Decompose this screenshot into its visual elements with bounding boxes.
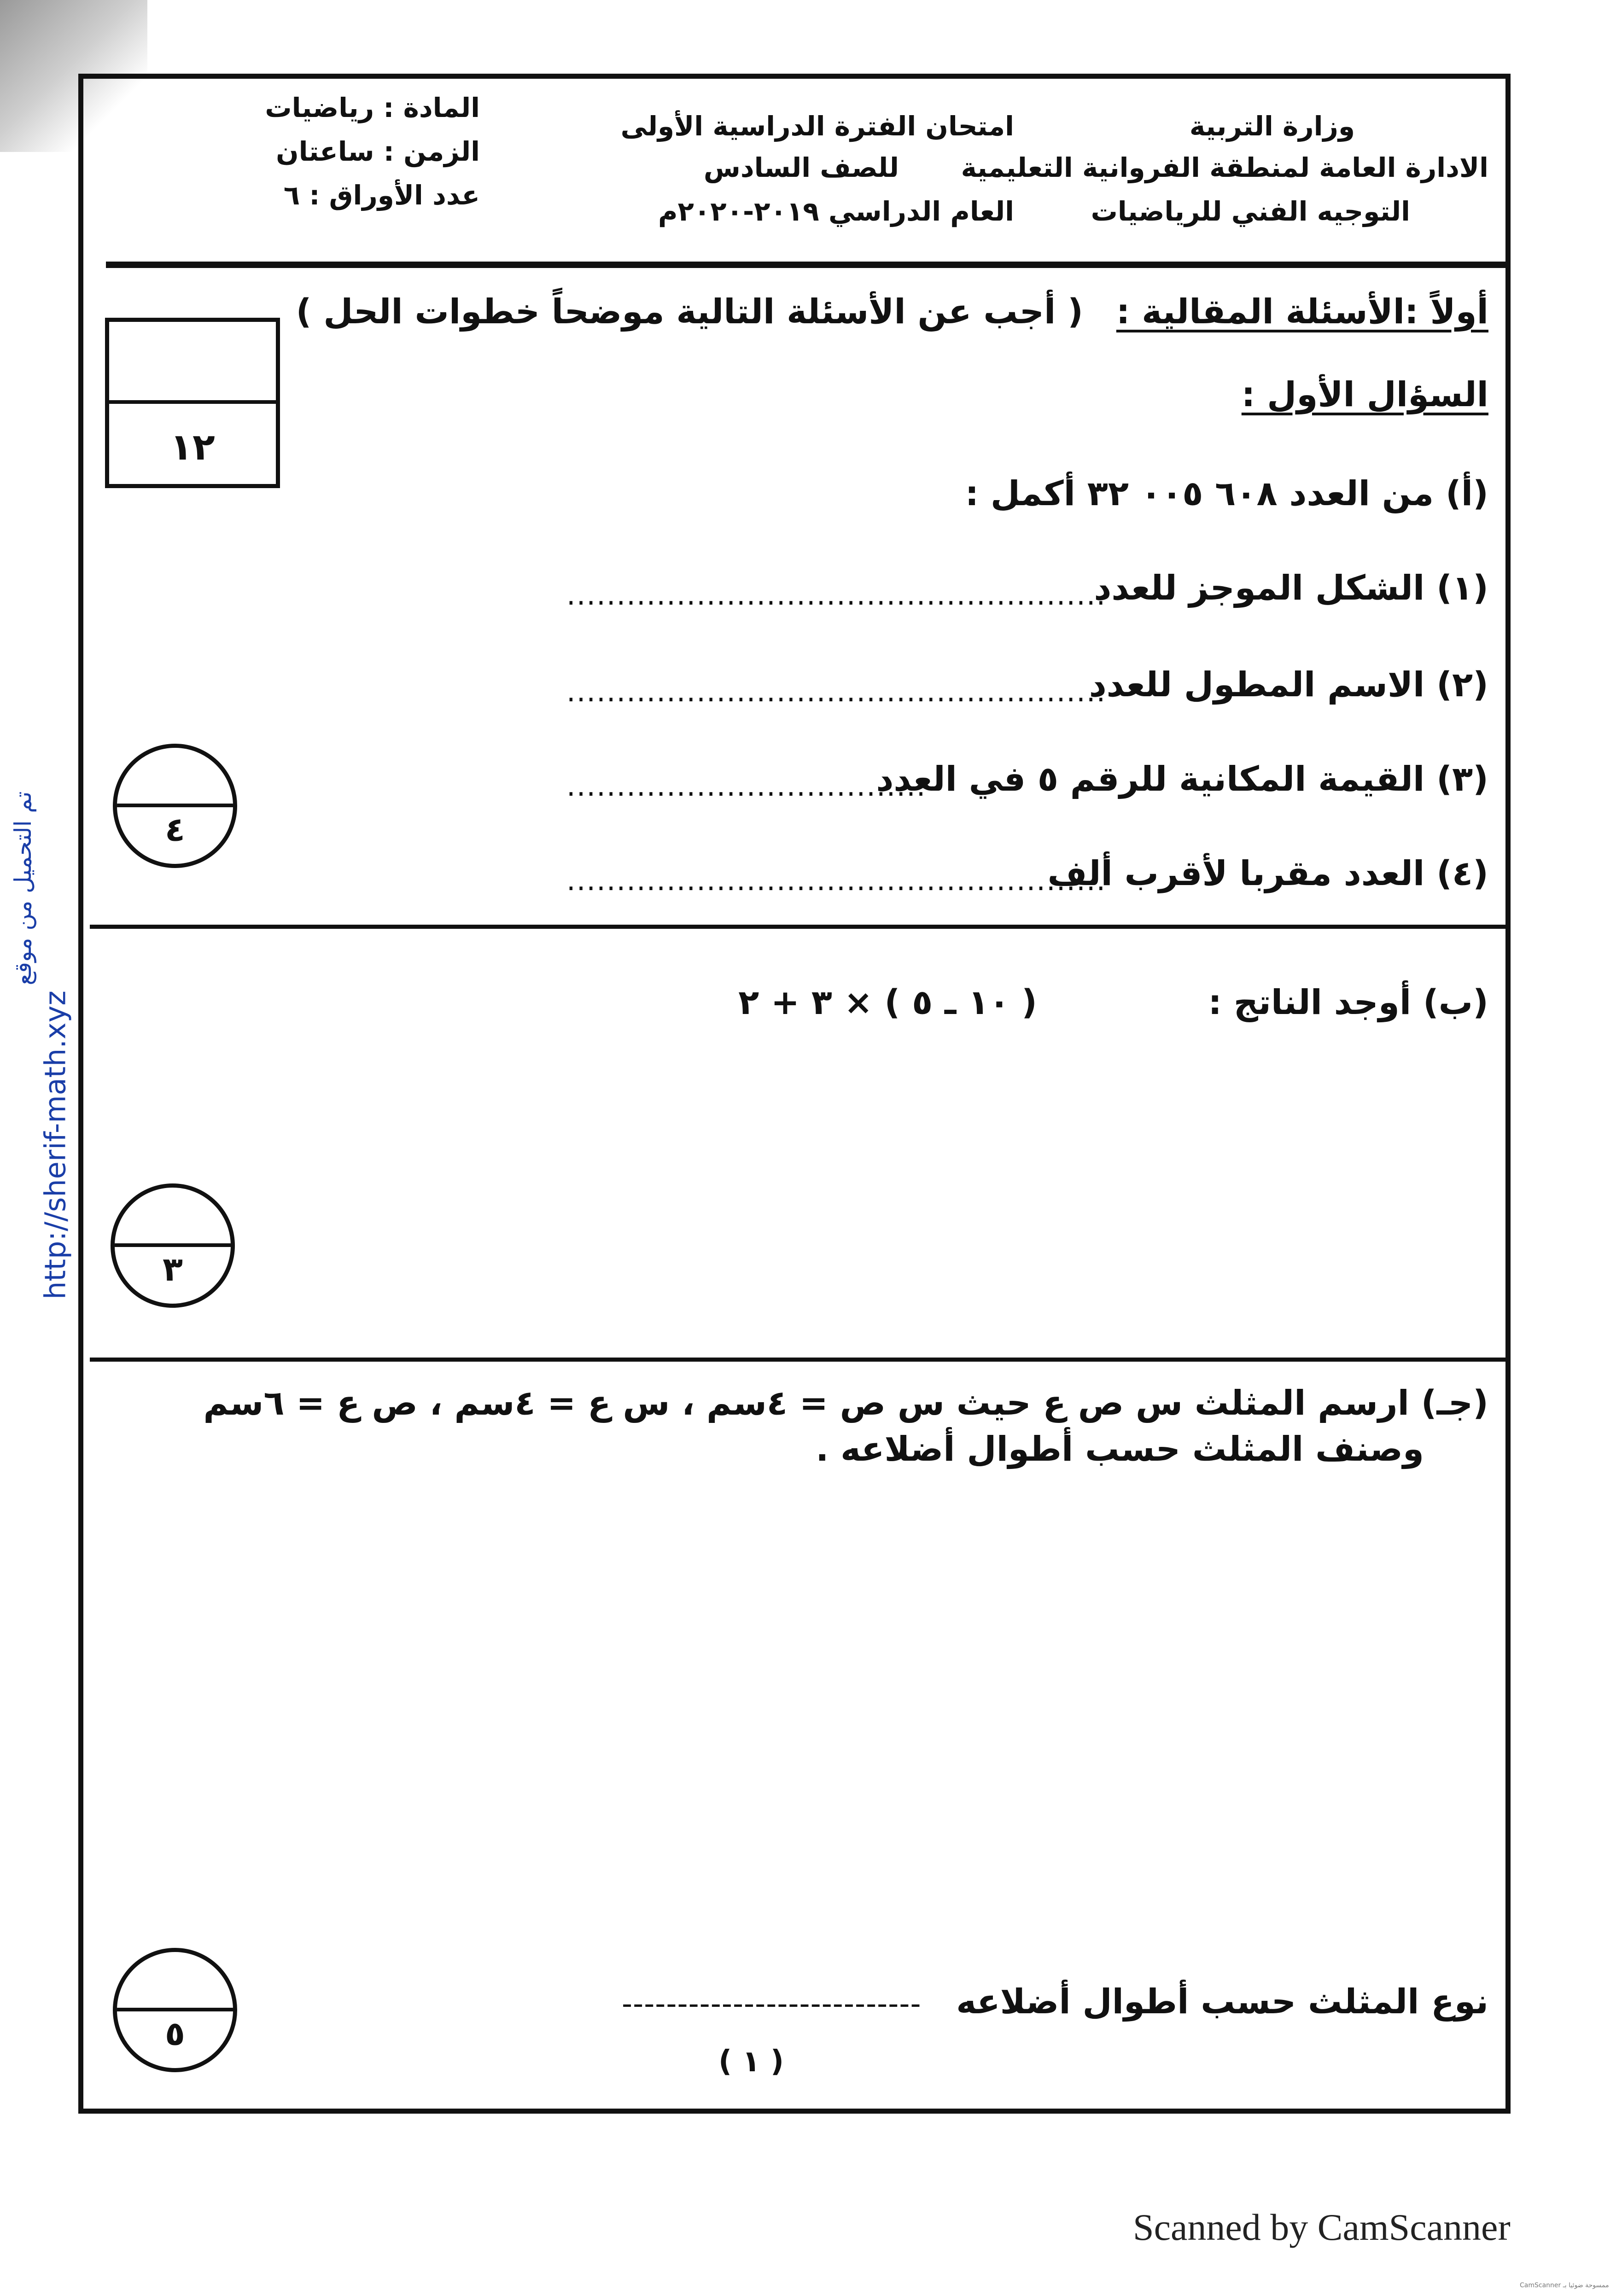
answer-line-2[interactable]: ...................................................... <box>566 675 1107 708</box>
answer-label: نوع المثلث حسب أطوال أضلاعه <box>956 1982 1488 2022</box>
time-label: الزمن : ساعتان <box>276 136 480 167</box>
pages-count: عدد الأوراق : ٦ <box>283 180 480 211</box>
section-instruction: ( أجب عن الأسئلة التالية موضحاً خطوات الحل ) <box>296 292 1083 332</box>
academic-year: العام الدراسي ٢٠١٩-٢٠٢٠م <box>658 196 1014 227</box>
answer-line-1[interactable]: ...................................................... <box>566 578 1107 612</box>
question-label: السؤال الأول : <box>1241 375 1488 414</box>
answer-line-4[interactable]: ...................................................... <box>566 863 1107 897</box>
part-a-item-1: (١) الشكل الموجز للعدد <box>1094 568 1488 608</box>
section-title: أولاً :الأسئلة المقالية : <box>1116 292 1488 332</box>
side-text-watermark: تم التحميل من موقع <box>10 791 36 985</box>
part-a-prompt: (أ) من العدد ٦٠٨ ٠٠٥ ٣٢ أكمل : <box>965 474 1488 513</box>
directorate-name: الادارة العامة لمنطقة الفروانية التعليمية <box>961 152 1488 183</box>
answer-line-3[interactable]: .................................... <box>566 769 927 803</box>
score-circle-b <box>111 1183 235 1308</box>
score-circle-c <box>113 1948 237 2072</box>
score-circle-a <box>113 744 237 868</box>
part-c-prompt-line1: (جـ) ارسم المثلث س ص ع حيث س ص = ٤سم ، س ع = ٤سم ، ص ع = ٦سم <box>203 1383 1488 1423</box>
part-b-prompt: (ب) أوجد الناتج : <box>1208 983 1488 1022</box>
subject-label: المادة : رياضيات <box>265 92 480 123</box>
divider-a-b <box>90 925 1508 929</box>
page-number: ( ١ ) <box>718 2045 784 2079</box>
part-a-item-3: (٣) القيمة المكانية للرقم ٥ في العدد <box>876 759 1488 799</box>
part-c-prompt-line2: وصنف المثلث حسب أطوال أضلاعه . <box>816 1429 1424 1469</box>
part-b-expression: ( ١٠ ـ ٥ ) × ٣ + ٢ <box>738 983 1037 1022</box>
score-a: ٤ <box>165 810 185 849</box>
total-score-box <box>105 318 280 488</box>
part-a-item-2: (٢) الاسم المطول للعدد <box>1089 665 1488 705</box>
part-a-item-4: (٤) العدد مقربا لأقرب ألف <box>1047 854 1488 893</box>
divider-b-c <box>90 1358 1508 1362</box>
score-b: ٣ <box>163 1250 183 1289</box>
total-score-divider <box>109 400 276 404</box>
total-score: ١٢ <box>170 425 215 468</box>
ministry-name: وزارة التربية <box>1189 111 1355 142</box>
camscanner-footer: Scanned by CamScanner <box>1133 2206 1511 2248</box>
camscanner-small-text: CamScanner ممسوحة ضوئيا بـ <box>1520 2282 1609 2289</box>
header-divider <box>106 262 1506 268</box>
exam-title: امتحان الفترة الدراسية الأولى <box>620 111 1014 142</box>
grade-label: للصف السادس <box>703 152 899 183</box>
side-url-watermark: http://sherif-math.xyz <box>38 991 72 1300</box>
score-c: ٥ <box>165 2014 185 2053</box>
department-name: التوجيه الفني للرياضيات <box>1091 196 1410 227</box>
answer-line-type[interactable]: --------------------------- <box>622 1987 922 2021</box>
